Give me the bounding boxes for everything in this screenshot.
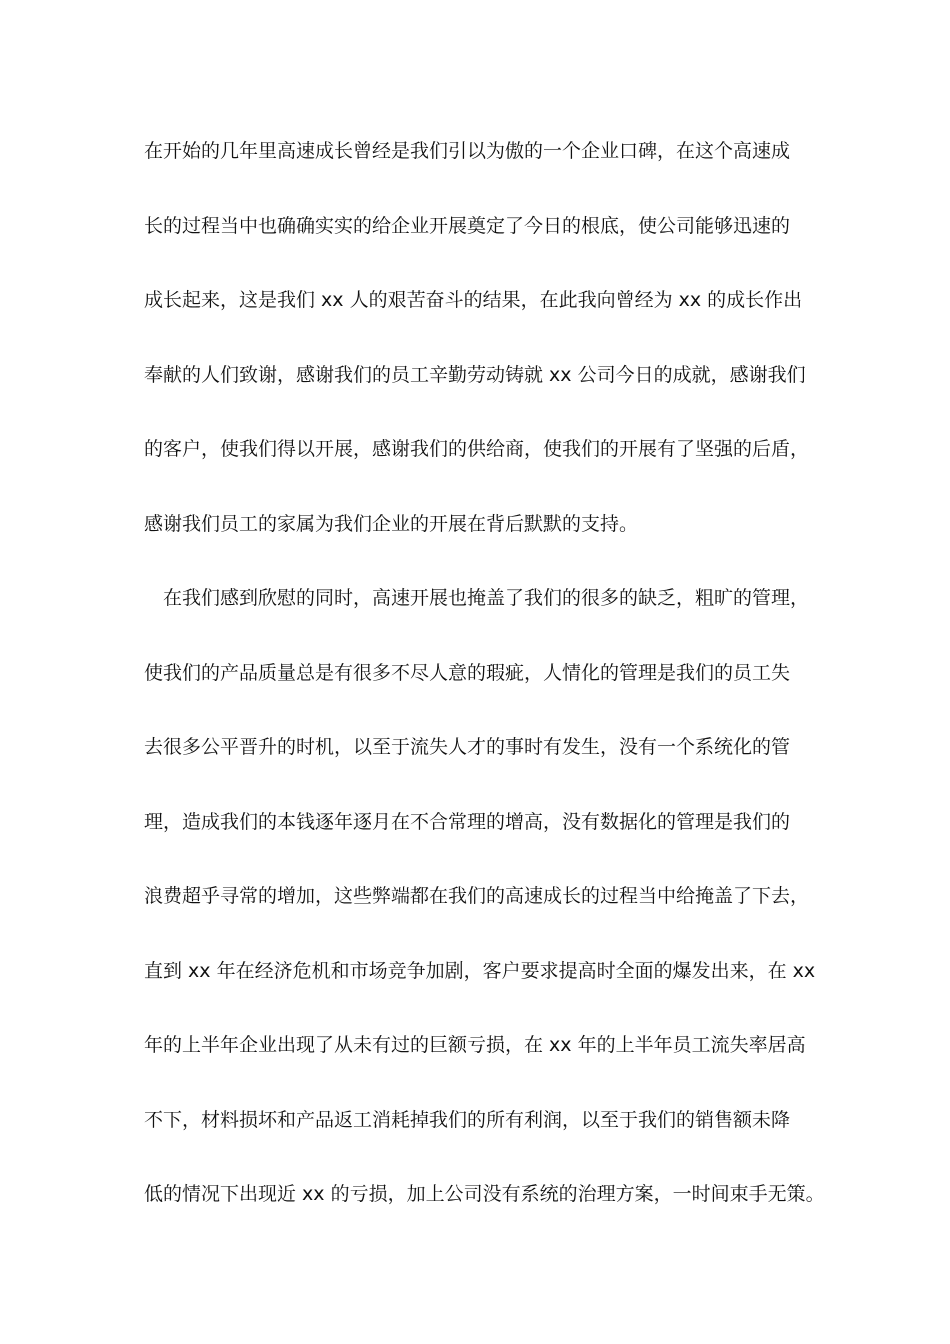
- text-line-1: 在开始的几年里高速成长曾经是我们引以为傲的一个企业口碑，在这个高速成: [144, 140, 791, 162]
- text-line-15: 低的情况下出现近 xx 的亏损，加上公司没有系统的治理方案，一时间束手无策。: [144, 1183, 825, 1205]
- text-line-14: 不下，材料损坏和产品返工消耗掉我们的所有利润，以至于我们的销售额未降: [144, 1108, 791, 1131]
- text-line-10: 理，造成我们的本钱逐年逐月在不合常理的增高，没有数据化的管理是我们的: [144, 810, 791, 833]
- text-line-5: 的客户，使我们得以开展，感谢我们的供给商，使我们的开展有了坚强的后盾，: [144, 438, 810, 460]
- text-line-4: 奉献的人们致谢，感谢我们的员工辛勤劳动铸就 xx 公司今日的成就，感谢我们: [144, 363, 806, 386]
- text-line-2: 长的过程当中也确确实实的给企业开展奠定了今日的根底，使公司能够迅速的: [144, 214, 791, 237]
- text-line-9: 去很多公平晋升的时机，以至于流失人才的事时有发生，没有一个系统化的管: [144, 736, 791, 758]
- text-line-6: 感谢我们员工的家属为我们企业的开展在背后默默的支持。: [144, 512, 639, 535]
- text-line-8: 使我们的产品质量总是有很多不尽人意的瑕疵，人情化的管理是我们的员工失: [144, 661, 791, 684]
- body-text: [144, 130, 824, 1248]
- text-line-3: 成长起来，这是我们 xx 人的艰苦奋斗的结果，在此我向曾经为 xx 的成长作出: [144, 289, 803, 311]
- text-line-12: 直到 xx 年在经济危机和市场竞争加剧，客户要求提高时全面的爆发出来，在 xx: [144, 959, 816, 982]
- text-line-13: 年的上半年企业出现了从未有过的巨额亏损，在 xx 年的上半年员工流失率居高: [144, 1034, 806, 1056]
- text-line-11: 浪费超乎寻常的增加，这些弊端都在我们的高速成长的过程当中给掩盖了下去，: [144, 885, 810, 907]
- text-line-7: 在我们感到欣慰的同时，高速开展也掩盖了我们的很多的缺乏，粗旷的管理，: [163, 587, 810, 609]
